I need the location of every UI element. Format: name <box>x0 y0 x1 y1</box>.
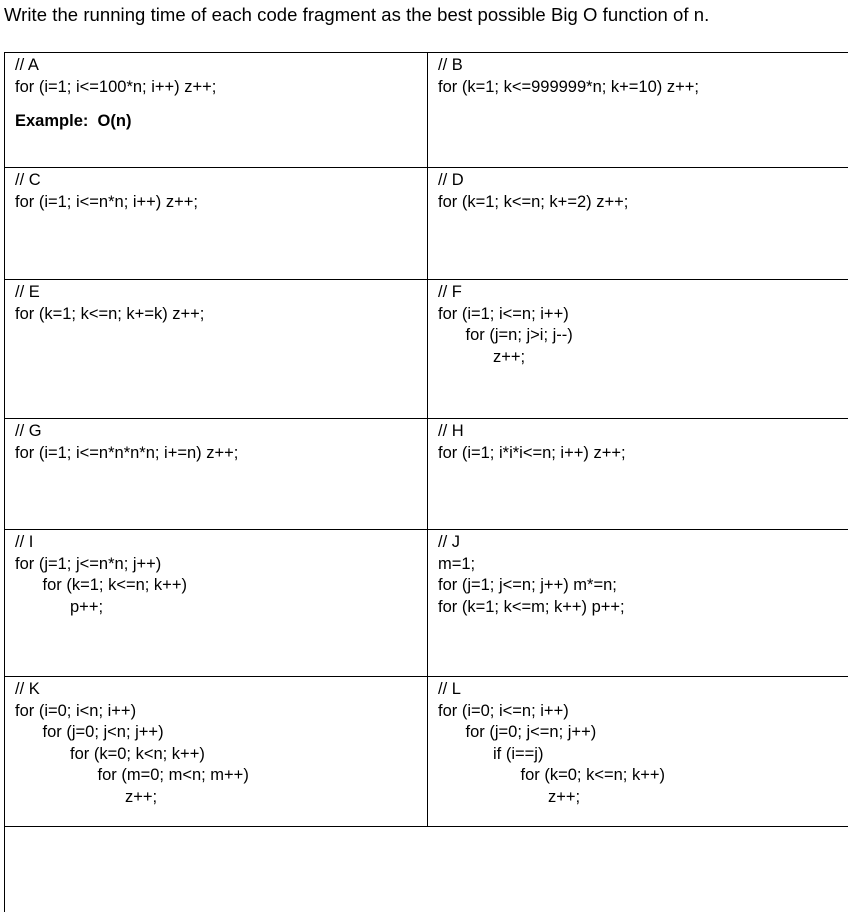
cell-d <box>428 168 848 280</box>
cell-b <box>428 53 848 168</box>
cell-a <box>5 53 428 168</box>
code-line: for (k=1; k<=n; k++) <box>15 576 187 594</box>
cell-label: // J <box>438 533 461 551</box>
cell-label: // H <box>438 422 464 440</box>
code-line: for (j=n; j>i; j--) <box>438 326 573 344</box>
cell-c <box>5 168 428 280</box>
cell-label: // A <box>15 56 39 74</box>
cell-label: // K <box>15 680 40 698</box>
cell-label: // L <box>438 680 461 698</box>
code-line: z++; <box>438 787 581 806</box>
code-line: p++; <box>15 597 104 616</box>
cell-j <box>428 530 848 677</box>
code-line: for (k=1; k<=m; k++) p++; <box>438 597 625 616</box>
cell-label: // B <box>438 56 463 74</box>
code-line: for (i=0; i<n; i++) <box>15 701 137 720</box>
code-line: for (i=0; i<=n; i++) <box>438 701 569 720</box>
code-line: for (j=0; j<n; j++) <box>15 723 164 741</box>
cell-g <box>5 419 428 530</box>
code-line: for (i=1; i<=n; i++) <box>438 304 569 323</box>
code-line: for (j=0; j<=n; j++) <box>438 723 597 741</box>
code-line: for (k=0; k<=n; k++) <box>438 766 665 784</box>
cell-label: // G <box>15 422 42 440</box>
code-line: for (k=0; k<n; k++) <box>15 744 205 763</box>
code-line: for (k=1; k<=n; k+=k) z++; <box>15 304 205 323</box>
code-line: for (i=1; i<=100*n; i++) z++; <box>15 77 217 96</box>
code-line: if (i==j) <box>438 744 544 763</box>
cell-label: // C <box>15 171 41 189</box>
code-line: m=1; <box>438 554 476 573</box>
code-line: for (i=1; i*i*i<=n; i++) z++; <box>438 443 626 462</box>
example-answer: Example: O(n) <box>15 112 132 130</box>
code-line: z++; <box>15 787 158 806</box>
cell-f <box>428 280 848 419</box>
cell-k <box>5 677 428 827</box>
code-fragment-table <box>4 52 848 912</box>
cell-label: // D <box>438 171 464 189</box>
instructions: Write the running time of each code fragment as the best possible Big O function of n. <box>4 4 710 25</box>
cell-label: // F <box>438 283 462 301</box>
code-line: for (i=1; i<=n*n*n*n; i+=n) z++; <box>15 443 239 462</box>
cell-h <box>428 419 848 530</box>
cell-l <box>428 677 848 827</box>
code-line: for (k=1; k<=n; k+=2) z++; <box>438 192 629 211</box>
cell-label: // E <box>15 283 40 301</box>
code-line: for (m=0; m<n; m++) <box>15 766 249 784</box>
code-line: z++; <box>438 347 526 366</box>
cell-i <box>5 530 428 677</box>
code-line: for (j=1; j<=n*n; j++) <box>15 554 162 573</box>
code-line: for (j=1; j<=n; j++) m*=n; <box>438 576 617 594</box>
code-line: for (i=1; i<=n*n; i++) z++; <box>15 192 198 211</box>
cell-e <box>5 280 428 419</box>
cell-label: // I <box>15 533 34 551</box>
code-line: for (k=1; k<=999999*n; k+=10) z++; <box>438 77 699 96</box>
